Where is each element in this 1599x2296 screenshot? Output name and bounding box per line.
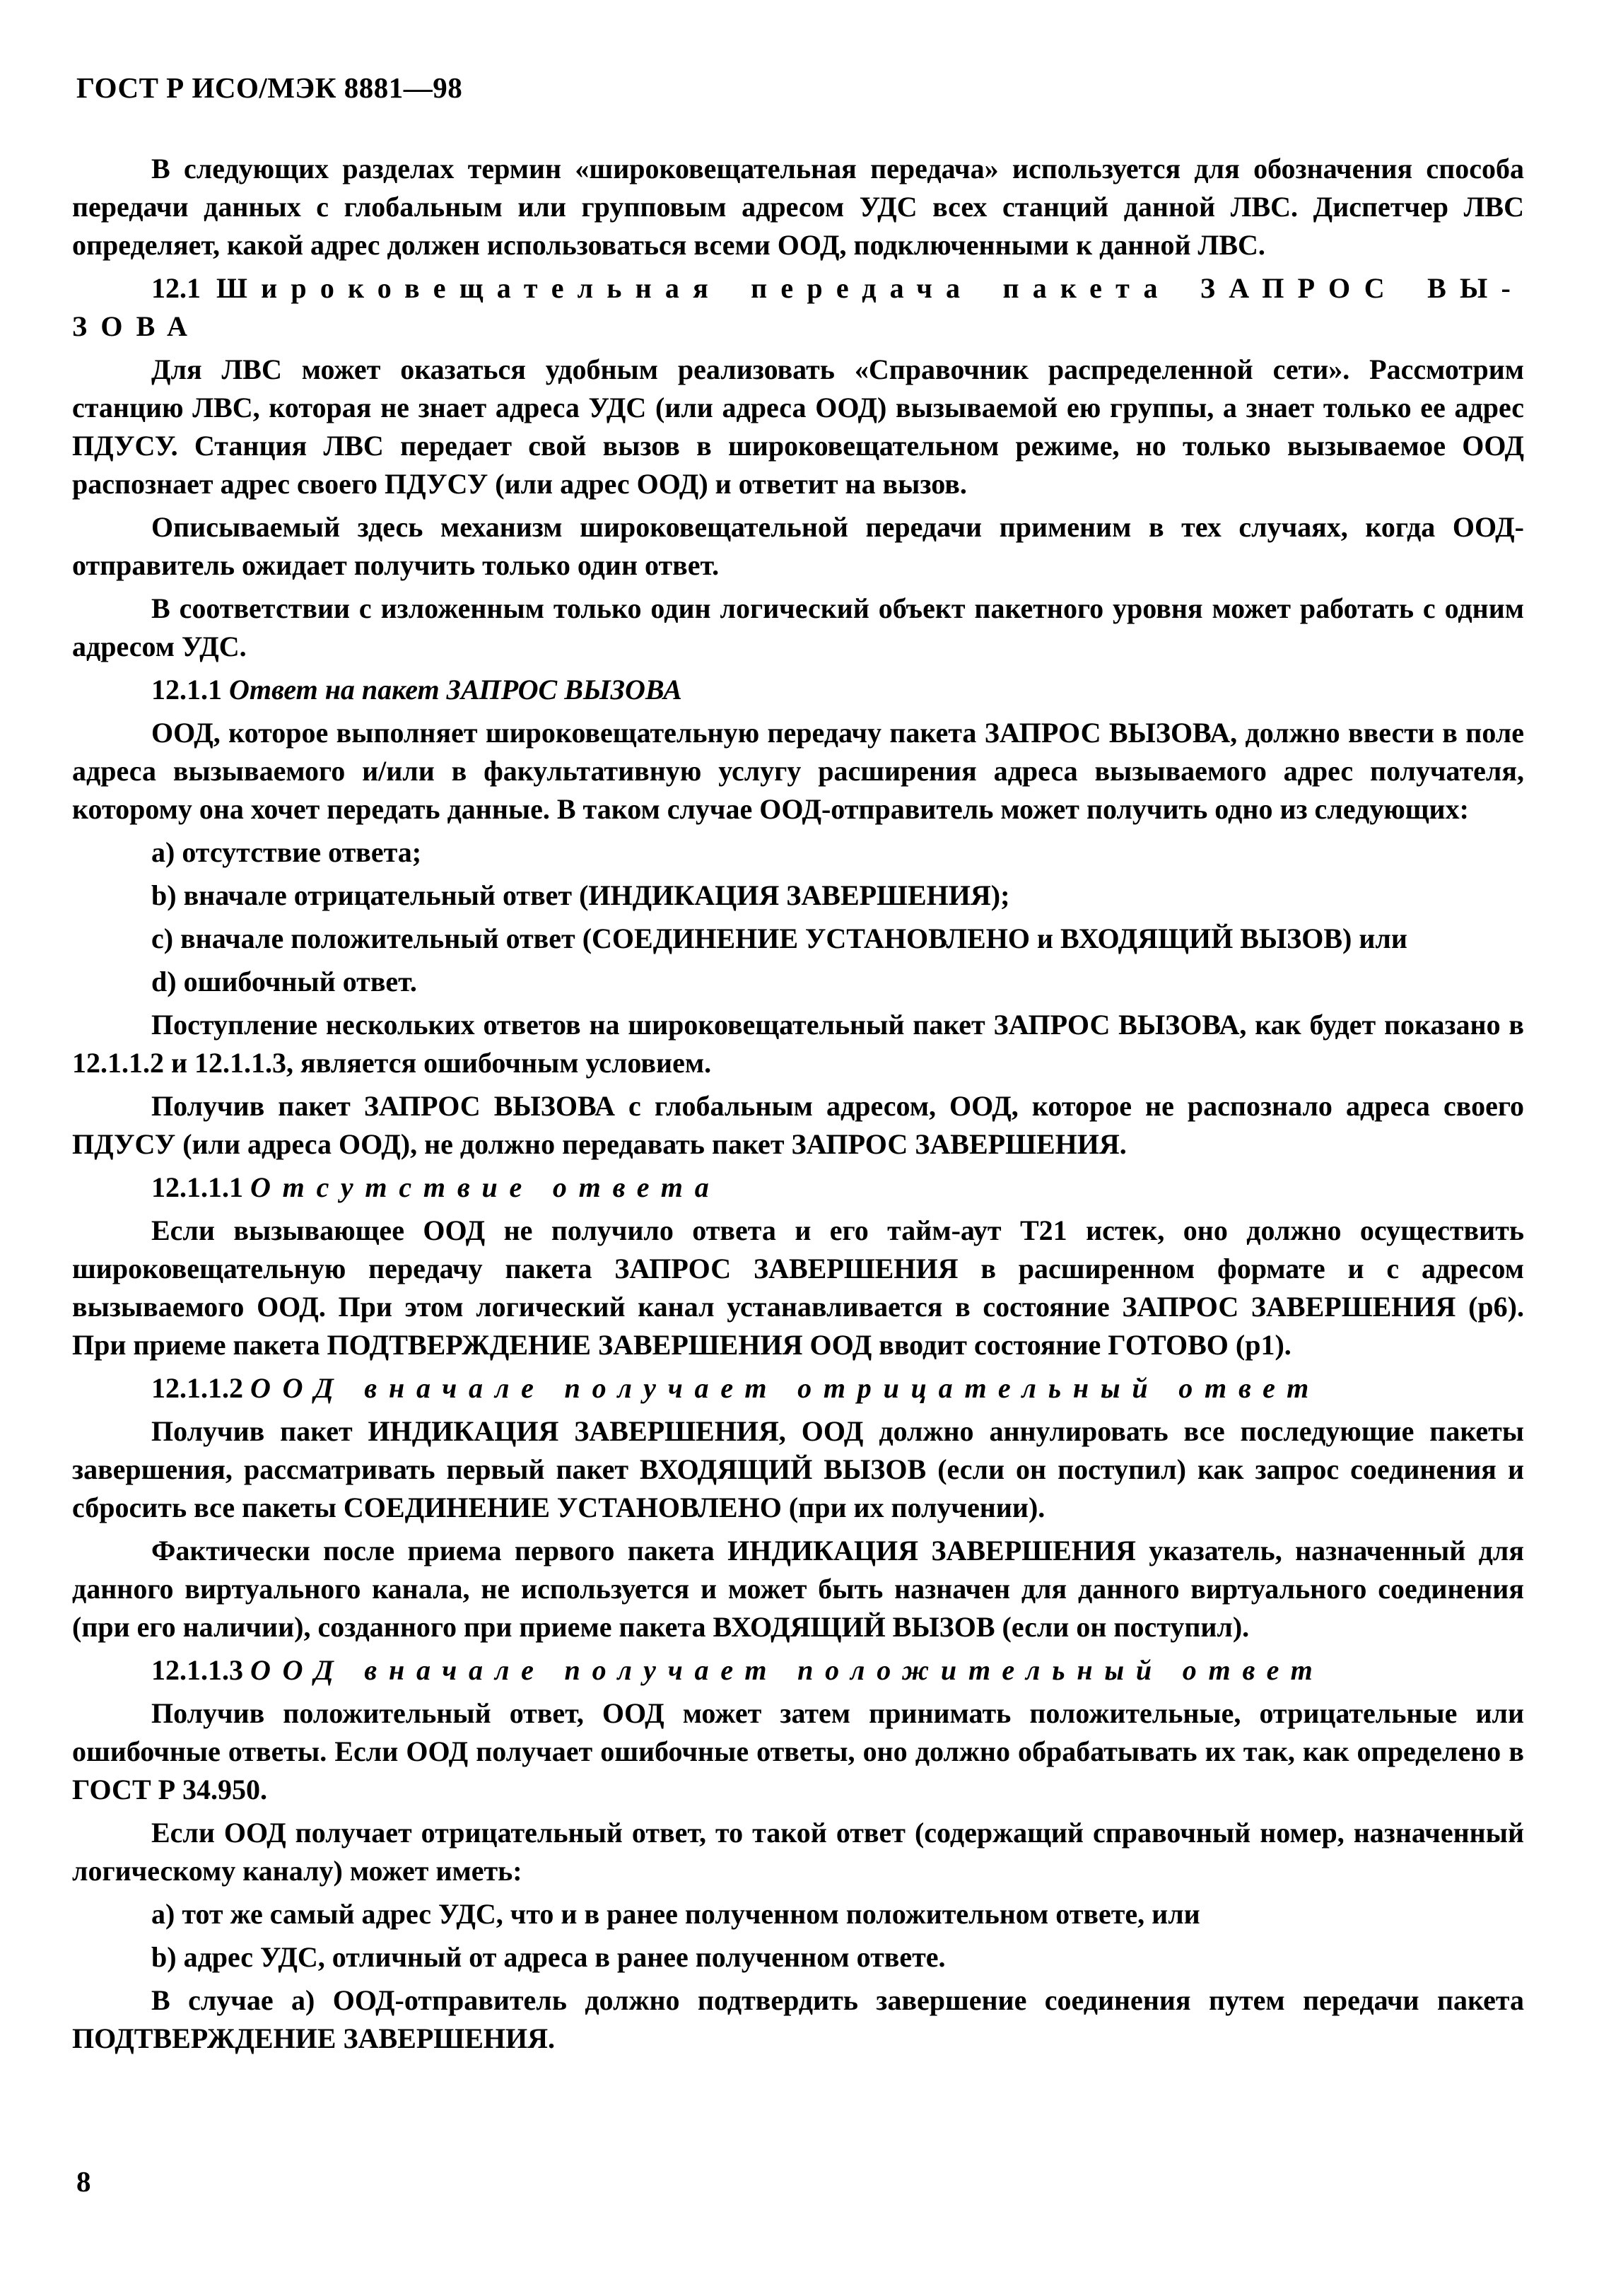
paragraph-8: Получив пакет ИНДИКАЦИЯ ЗАВЕРШЕНИЯ, ООД должно аннулировать все последующие пакеты завершения, рассматривать первый пакет ВХОДЯЩИЙ ВЫЗОВ (если он поступил) как запрос соединения и сбросить все пакеты СОЕДИНЕНИЕ УСТАНОВЛЕНО (при их получении).	[72, 1415, 1524, 1523]
paragraph-2: Описываемый здесь механизм широковещательной передачи применим в тех случаях, когда ООД-отправитель ожидает получить только один ответ.	[72, 511, 1524, 581]
section-12-1-1-3-number: 12.1.1.3	[151, 1654, 243, 1686]
section-12-1-1-1-title: Отсутствие ответа	[250, 1171, 721, 1203]
document-body	[72, 150, 1524, 2063]
section-12-1-1-3-heading	[72, 1651, 1524, 1689]
intro-paragraph: В следующих разделах термин «широковещательная передача» используется для обозначения способа передачи данных с глобальным или групповым адресом УДС всех станций данной ЛВС. Диспетчер ЛВС определяет, какой адрес должен использоваться всеми ООД, подключенными к данной ЛВС.	[72, 153, 1524, 261]
section-12-1-1-number: 12.1.1	[151, 674, 222, 705]
section-12-1-1-2-title: ООД вначале получает отрицательный ответ	[250, 1372, 1321, 1404]
paragraph-6: Получив пакет ЗАПРОС ВЫЗОВА с глобальным адресом, ООД, которое не распознало адреса своего ПДУСУ (или адреса ООД), не должно передавать пакет ЗАПРОС ЗАВЕРШЕНИЯ.	[72, 1090, 1524, 1160]
section-12-1-1-1-heading	[72, 1168, 1524, 1207]
section-12-1-1-title: Ответ на пакет ЗАПРОС ВЫЗОВА	[229, 674, 682, 705]
list-item-c: с) вначале положительный ответ (СОЕДИНЕНИЕ УСТАНОВЛЕНО и ВХОДЯЩИЙ ВЫЗОВ) или	[151, 922, 1407, 954]
paragraph-1: Для ЛВС может оказаться удобным реализовать «Справочник распределенной сети». Рассмотрим станцию ЛВС, которая не знает адреса УДС (или адреса ООД) вызываемой ею группы, а знает только ее адрес ПДУСУ. Станция ЛВС передает свой вызов в широковещательном режиме, но только вызываемое ООД распознает адрес своего ПДУСУ (или адрес ООД) и ответит на вызов.	[72, 353, 1524, 500]
section-12-1-number: 12.1	[151, 272, 201, 304]
paragraph-12: В случае а) ООД-отправитель должно подтвердить завершение соединения путем передачи пакета ПОДТВЕРЖДЕНИЕ ЗАВЕРШЕНИЯ.	[72, 1984, 1524, 2054]
section-12-1-1-2-heading	[72, 1369, 1524, 1407]
section-12-1-heading-line1	[72, 269, 1524, 308]
paragraph-9: Фактически после приема первого пакета ИНДИКАЦИЯ ЗАВЕРШЕНИЯ указатель, назначенный для данного виртуального канала, не используется и может быть назначен для данного виртуального соединения (при его наличии), созданного при приеме пакета ВХОДЯЩИЙ ВЫЗОВ (если он поступил).	[72, 1535, 1524, 1643]
paragraph-7: Если вызывающее ООД не получило ответа и его тайм-аут Т21 истек, оно должно осуществить широковещательную передачу пакета ЗАПРОС ЗАВЕРШЕНИЯ в расширенном формате и с адресом вызываемого ООД. При этом логический канал устанавливается в состояние ЗАПРОС ЗАВЕРШЕНИЯ (р6). При приеме пакета ПОДТВЕРЖДЕНИЕ ЗАВЕРШЕНИЯ ООД вводит состояние ГОТОВО (р1).	[72, 1214, 1524, 1361]
paragraph-10: Получив положительный ответ, ООД может затем принимать положительные, отрицательные или ошибочные ответы. Если ООД получает ошибочные ответы, оно должно обрабатывать их так, как определено в ГОСТ Р 34.950.	[72, 1697, 1524, 1805]
list-item-d: d) ошибочный ответ.	[151, 966, 417, 997]
list-item-a: а) отсутствие ответа;	[151, 836, 422, 868]
paragraph-4: ООД, которое выполняет широковещательную передачу пакета ЗАПРОС ВЫЗОВА, должно ввести в поле адреса вызываемого и/или в факультативную услугу расширения адреса вызываемого адрес получателя, которому она хочет передать данные. В таком случае ООД-отправитель может получить одно из следующих:	[72, 717, 1524, 825]
page-number: 8	[76, 2165, 91, 2198]
list2-item-b: b) адрес УДС, отличный от адреса в ранее полученном ответе.	[151, 1941, 946, 1973]
section-12-1-1-2-number: 12.1.1.2	[151, 1372, 243, 1404]
section-12-1-1-1-number: 12.1.1.1	[151, 1171, 243, 1203]
list-item-b: b) вначале отрицательный ответ (ИНДИКАЦИЯ ЗАВЕРШЕНИЯ);	[151, 879, 1010, 911]
section-12-1-title-line1: Широковещательная передача пакета ЗАПРОС ВЫ-	[216, 272, 1524, 304]
section-12-1-title-line2: ЗОВА	[72, 310, 201, 342]
document-header: ГОСТ Р ИСО/МЭК 8881—98	[76, 71, 463, 104]
section-12-1-1-heading	[72, 671, 1524, 709]
section-12-1-heading	[72, 269, 1524, 308]
paragraph-5: Поступление нескольких ответов на широковещательный пакет ЗАПРОС ВЫЗОВА, как будет показано в 12.1.1.2 и 12.1.1.3, является ошибочным условием.	[72, 1009, 1524, 1079]
paragraph-3: В соответствии с изложенным только один логический объект пакетного уровня может работать с одним адресом УДС.	[72, 592, 1524, 662]
paragraph-11: Если ООД получает отрицательный ответ, то такой ответ (содержащий справочный номер, назначенный логическому каналу) может иметь:	[72, 1817, 1524, 1887]
list2-item-a: а) тот же самый адрес УДС, что и в ранее полученном положительном ответе, или	[151, 1898, 1200, 1930]
section-12-1-1-3-title: ООД вначале получает положительный ответ	[250, 1654, 1325, 1686]
